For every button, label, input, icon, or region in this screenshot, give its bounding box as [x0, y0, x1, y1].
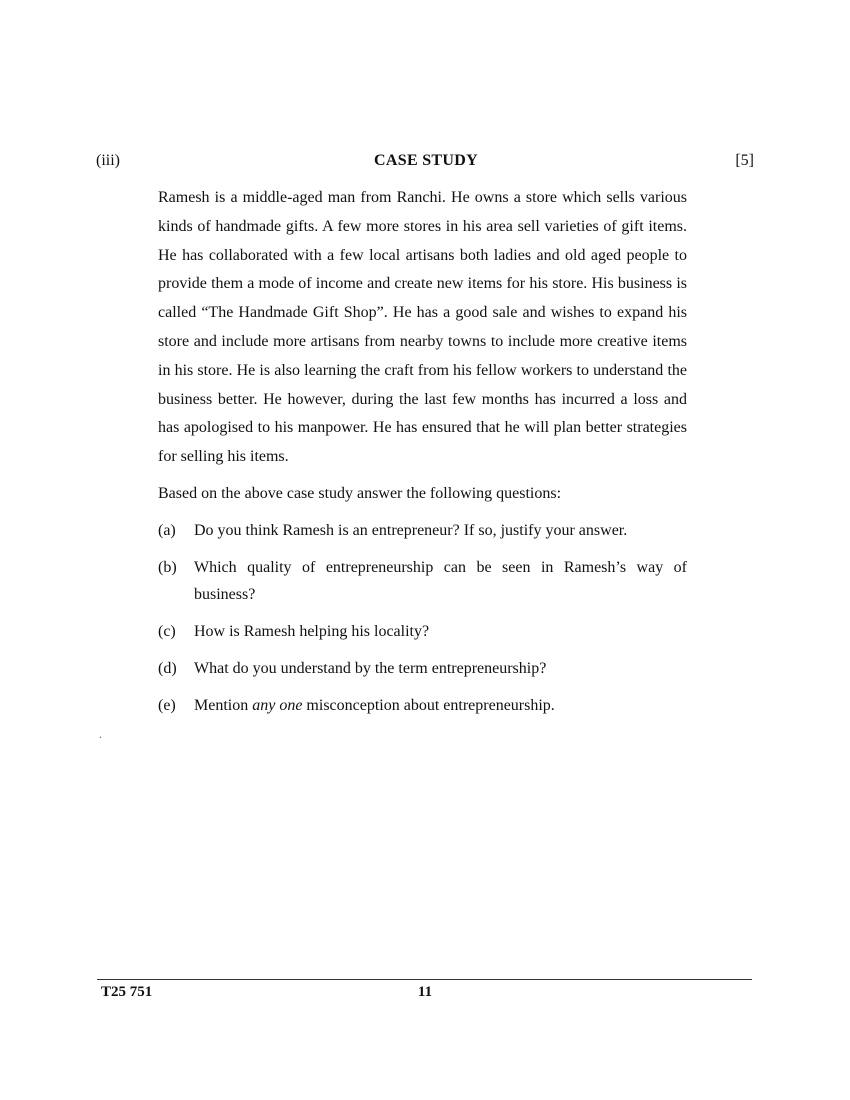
sub-question-label: (a) — [158, 522, 176, 539]
sub-question-c — [158, 618, 687, 645]
sub-question-text: Which quality of entrepreneurship can be seen in Ramesh’s way of business? — [194, 559, 687, 603]
sub-question-label: (d) — [158, 660, 177, 677]
sub-question-label: (c) — [158, 623, 176, 640]
question-header — [96, 150, 756, 174]
sub-question-label: (e) — [158, 697, 176, 714]
paper-code: T25 751 — [101, 984, 153, 1000]
question-title: CASE STUDY — [374, 152, 478, 169]
page-number: 11 — [417, 984, 433, 1000]
sub-question-b — [158, 554, 687, 608]
stray-mark: . — [99, 727, 102, 741]
sub-question-text-end: misconception about entrepreneurship. — [302, 697, 555, 714]
sub-question-d — [158, 655, 687, 682]
question-marks: [5] — [735, 152, 754, 169]
sub-question-e — [158, 692, 687, 719]
footer-divider — [97, 979, 752, 980]
question-number: (iii) — [96, 152, 120, 169]
instruction-text: Based on the above case study answer the following questions: — [158, 485, 562, 502]
sub-question-text: Do you think Ramesh is an entrepreneur? If so, justify your answer. — [194, 522, 628, 539]
sub-question-list — [158, 517, 687, 729]
emphasis-text: any one — [252, 697, 303, 714]
sub-question-text-start: Mention — [194, 697, 253, 714]
sub-question-text — [194, 697, 555, 714]
case-study-paragraph: Ramesh is a middle-aged man from Ranchi. He owns a store which sells various kinds of handmade gifts. A few more stores in his area sell varieties of gift items. He has collaborated with a few local artisans both ladies and old aged people to provide them a mode of income and create new items for his store. His business is called “The Handmade Gift Shop”. He has a good sale and wishes to expand his store and include more artisans from nearby towns to include more creative items in his store. He is also learning the craft from his fellow workers to understand the business better. He however, during the last few months has incurred a loss and has apologised to his manpower. He has ensured that he will plan better strategies for selling his items. — [158, 189, 687, 466]
sub-question-label: (b) — [158, 559, 177, 576]
sub-question-text: What do you understand by the term entrepreneurship? — [194, 660, 547, 677]
sub-question-text: How is Ramesh helping his locality? — [194, 623, 430, 640]
sub-question-a — [158, 517, 687, 544]
